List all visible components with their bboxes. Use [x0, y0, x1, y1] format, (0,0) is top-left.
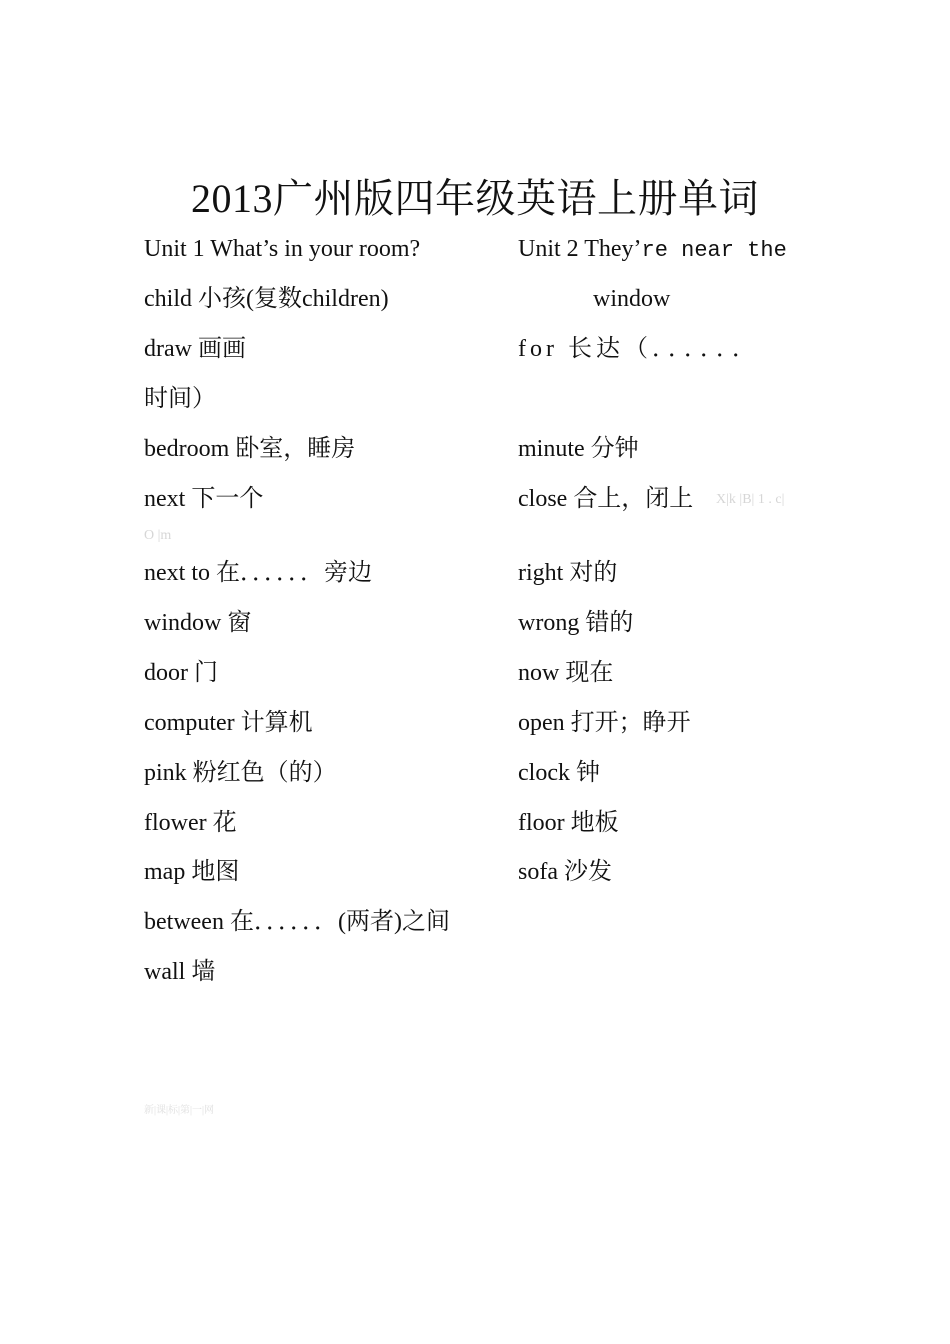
- vocab-item: map 地图: [144, 859, 240, 885]
- vocab-item: for 长达（．．．．．．: [518, 336, 760, 362]
- vocab-item: next to 在．．．．．．旁边: [144, 560, 372, 586]
- vocab-item: clock 钟: [518, 760, 600, 786]
- vocab-item: bedroom 卧室，睡房: [144, 436, 356, 462]
- vocab-item: now 现在: [518, 660, 614, 686]
- watermark-text: O |m: [144, 528, 172, 543]
- vocab-item: sofa 沙发: [518, 859, 612, 885]
- vocab-item: draw 画画: [144, 336, 246, 362]
- unit2-heading-part2: re near the: [641, 238, 787, 263]
- vocab-item: floor 地板: [518, 810, 619, 836]
- unit2-heading: [518, 234, 787, 266]
- vocab-item: door 门: [144, 660, 218, 686]
- vocab-item: minute 分钟: [518, 436, 639, 462]
- vocab-item: wall 墙: [144, 959, 216, 985]
- vocab-item: between 在．．．．．．(两者)之间: [144, 909, 450, 935]
- vocab-item: right 对的: [518, 560, 618, 586]
- watermark-text: X|k |B| 1 . c|: [716, 492, 785, 507]
- unit2-heading-continuation: window: [593, 286, 671, 312]
- vocab-item: computer 计算机: [144, 710, 313, 736]
- vocab-item: window 窗: [144, 610, 252, 636]
- vocab-item: next 下一个: [144, 486, 264, 512]
- unit1-heading: Unit 1 What’s in your room?: [144, 236, 421, 262]
- vocab-item: close 合上，闭上: [518, 486, 694, 512]
- unit2-heading-part1: Unit 2 They’: [518, 236, 642, 262]
- vocab-item: open 打开；睁开: [518, 710, 691, 736]
- vocab-item: flower 花: [144, 810, 237, 836]
- page-title: 2013广州版四年级英语上册单词: [191, 176, 759, 221]
- vocab-item-continuation: 时间）: [144, 386, 216, 412]
- footer-watermark: 新|课|标|第|一|网: [144, 1105, 215, 1116]
- vocab-item: pink 粉红色（的）: [144, 760, 337, 786]
- vocab-item: wrong 错的: [518, 610, 634, 636]
- vocab-item: child 小孩(复数children): [144, 286, 389, 312]
